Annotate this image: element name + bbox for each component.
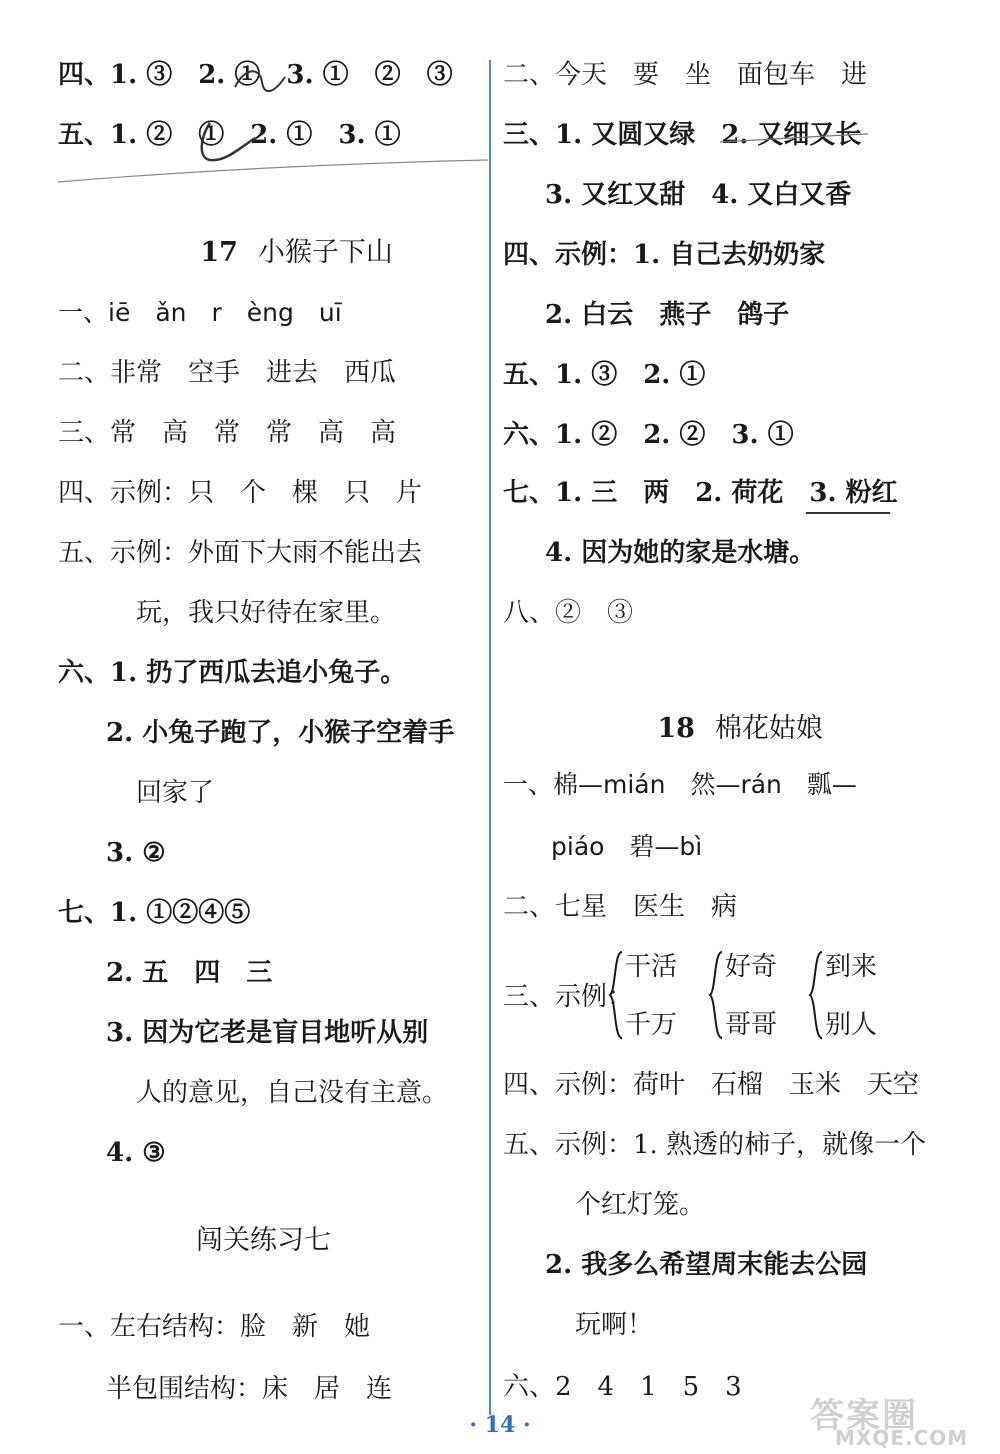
- answer-line: 玩，我只好待在家里。: [136, 598, 397, 628]
- column-divider: [489, 60, 491, 1415]
- watermark-logo: 答案圈 MXQE.COM: [810, 1396, 969, 1450]
- word-pair-top: 好奇: [725, 952, 778, 982]
- answer-line: 3. ②: [106, 838, 166, 868]
- answer-line: 五、1. ③ 2. ①: [503, 360, 706, 390]
- answer-line: 三、1. 又圆又绿 2. 又细又长: [503, 120, 862, 150]
- answer-line: 回家了: [136, 778, 215, 808]
- answer-line: 六、1. ② 2. ② 3. ①: [503, 420, 794, 450]
- answer-line: 二、今天 要 坐 面包车 进: [503, 60, 868, 90]
- left-brace-icon: [608, 950, 624, 1040]
- answer-line: 五、示例：外面下大雨不能出去: [58, 538, 423, 568]
- left-brace-icon: [808, 950, 824, 1040]
- answer-line: 一、左右结构：脸 新 她: [58, 1312, 371, 1342]
- page-number: · 14 ·: [469, 1412, 531, 1438]
- answer-line: 六、2 4 1 5 3: [503, 1372, 742, 1402]
- answer-line: 二、非常 空手 进去 西瓜: [58, 358, 397, 388]
- section-heading-17: [166, 208, 393, 298]
- answer-label: 三、示例：: [503, 982, 634, 1012]
- answer-line: 2. 我多么希望周末能去公园: [545, 1250, 868, 1280]
- answer-line: 3. 因为它老是盲目地听从别: [106, 1018, 429, 1048]
- answer-line: 个红灯笼。: [575, 1190, 706, 1220]
- answer-line: 七、1. ①②④⑤: [58, 898, 251, 928]
- answer-line: 五、1. ② ① 2. ① 3. ①: [58, 120, 401, 150]
- answer-line: 四、示例：只 个 棵 只 片: [58, 478, 423, 508]
- section-number: 17: [200, 237, 238, 268]
- answer-line: 2. 白云 燕子 鸽子: [545, 300, 790, 330]
- answer-line: 六、1. 扔了西瓜去追小兔子。: [58, 658, 407, 688]
- section-title: 小猴子下山: [257, 237, 393, 268]
- left-brace-icon: [708, 950, 724, 1040]
- answer-line: 2. 五 四 三: [106, 958, 273, 988]
- answer-line: 二、七星 医生 病: [503, 892, 738, 922]
- answer-line: 八、② ③: [503, 598, 634, 628]
- answer-line: 2. 小兔子跑了，小猴子空着手: [106, 718, 455, 748]
- answer-line: 3. 又红又甜 4. 又白又香: [545, 180, 852, 210]
- answer-line: 四、1. ③ 2. ① 3. ① ② ③: [58, 60, 453, 90]
- answer-line: 一、棉—mián 然—rán 瓢—: [503, 770, 857, 799]
- answer-line: 4. 因为她的家是水塘。: [545, 538, 816, 568]
- word-pair-bottom: 哥哥: [725, 1010, 778, 1040]
- handwritten-scribble: [230, 62, 290, 102]
- answer-line: 半包围结构：床 居 连: [106, 1374, 393, 1404]
- answer-line: 七、1. 三 两 2. 荷花 3. 粉红: [503, 478, 898, 508]
- underline-mark: [806, 512, 890, 514]
- word-pair-top: 到来: [825, 952, 878, 982]
- word-pair-bottom: 千万: [625, 1010, 678, 1040]
- answer-line: 玩啊！: [575, 1310, 654, 1340]
- pencil-line-mark: [720, 128, 870, 148]
- answer-line: 三、常 高 常 常 高 高: [58, 418, 397, 448]
- word-pair-bottom: 别人: [825, 1010, 878, 1040]
- answer-line: 五、示例：1. 熟透的柿子，就像一个: [503, 1130, 927, 1160]
- answer-line: 人的意见，自己没有主意。: [136, 1078, 449, 1108]
- section-heading-practice: 闯关练习七: [196, 1225, 331, 1256]
- answer-line: 四、示例：荷叶 石榴 玉米 天空: [503, 1070, 920, 1100]
- pencil-line-mark: [58, 152, 498, 192]
- answer-line: 四、示例：1. 自己去奶奶家: [503, 240, 826, 270]
- answer-line: 4. ③: [106, 1138, 166, 1168]
- section-title: 棉花姑娘: [714, 713, 823, 744]
- section-heading-18: [623, 684, 823, 774]
- section-number: 18: [657, 713, 695, 744]
- word-pair-top: 干活: [625, 952, 678, 982]
- answer-line: piáo 碧—bì: [551, 832, 703, 861]
- answer-line: 一、iē ǎn r èng uī: [58, 298, 342, 327]
